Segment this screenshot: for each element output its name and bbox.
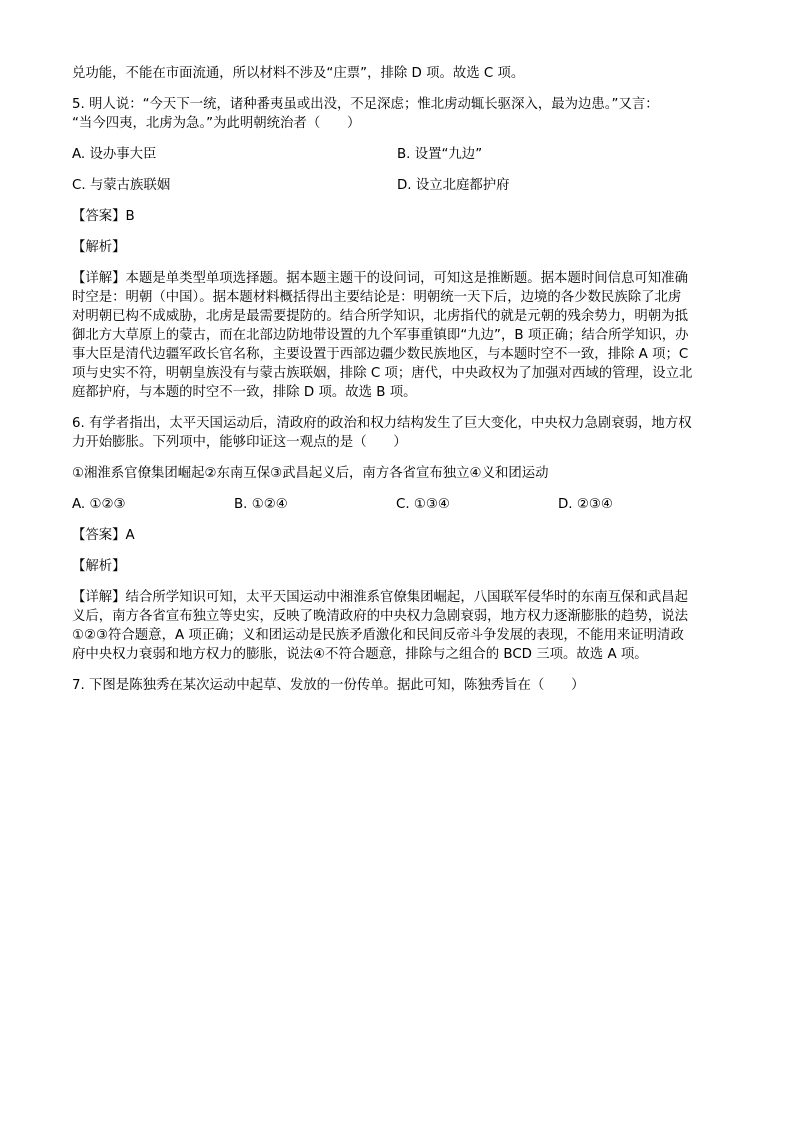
question-6-option-a: A. ①②③ bbox=[72, 497, 126, 512]
question-5-detail-line: 项与史实不符，明朝皇族没有与蒙古族联姻，排除 C 项；唐代，中央政权为了加强对西域的管理，设立北 bbox=[72, 366, 693, 381]
question-5-answer: 【答案】B bbox=[72, 209, 135, 224]
question-6-stem-line-1: 6. 有学者指出，太平天国运动后，清政府的政治和权力结构发生了巨大变化，中央权力急剧衰弱，地方权 bbox=[72, 416, 692, 431]
question-7 bbox=[72, 676, 722, 695]
question-6-answer: 【答案】A bbox=[72, 528, 135, 543]
question-5-analysis-label: 【解析】 bbox=[72, 240, 126, 255]
question-5-option-d: D. 设立北庭都护府 bbox=[397, 178, 510, 193]
question-5 bbox=[72, 95, 722, 402]
question-6 bbox=[72, 414, 722, 664]
question-5-stem-line-2: “当今四夷，北虏为急。”为此明朝统治者（ ） bbox=[72, 116, 361, 131]
question-6-items: ①湘淮系官僚集团崛起②东南互保③武昌起义后，南方各省宣布独立④义和团运动 bbox=[72, 466, 549, 481]
question-5-detail-line: 时空是：明朝（中国）。据本题材料概括得出主要结论是：明朝统一天下后，边境的各少数民族除了北虏 bbox=[72, 290, 682, 305]
question-6-detail-line: 义后，南方各省宣布独立等史实，反映了晚清政府的中央权力急剧衰弱，地方权力逐渐膨胀的趋势，说法 bbox=[72, 609, 688, 624]
question-6-detail-line: 府中央权力衰弱和地方权力的膨胀，说法④不符合题意，排除与之组合的 BCD 三项。故选 A 项。 bbox=[72, 647, 648, 662]
question-6-stem-line-2: 力开始膨胀。下列项中，能够印证这一观点的是（ ） bbox=[72, 435, 407, 450]
question-7-stem-line-1: 7. 下图是陈独秀在某次运动中起草、发放的一份传单。据此可知，陈独秀旨在（ ） bbox=[72, 678, 585, 693]
question-5-options-row-2 bbox=[72, 176, 722, 195]
question-6-analysis-label: 【解析】 bbox=[72, 559, 126, 574]
question-5-detail-line: 御北方大草原上的蒙古，而在北部边防地带设置的九个军事重镇即“九边”，B 项正确；结合所学知识，办 bbox=[72, 328, 689, 343]
question-5-option-c: C. 与蒙古族联姻 bbox=[72, 178, 171, 193]
question-5-option-a: A. 设办事大臣 bbox=[72, 147, 157, 162]
question-6-detail-line: ①②③符合题意，A 项正确；义和团运动是民族矛盾激化和民间反帝斗争发展的表现，不能用来证明清政 bbox=[72, 628, 684, 643]
question-6-detail bbox=[72, 588, 722, 664]
question-5-detail bbox=[72, 269, 722, 402]
question-5-options-row-1 bbox=[72, 145, 722, 164]
question-6-option-b: B. ①②④ bbox=[234, 497, 288, 512]
previous-answer-tail: 兑功能，不能在市面流通，所以材料不涉及“庄票”，排除 D 项。故选 C 项。 bbox=[72, 66, 525, 81]
question-6-detail-line: 【详解】结合所学知识可知，太平天国运动中湘淮系官僚集团崛起，八国联军侵华时的东南互保和武昌起 bbox=[72, 590, 688, 605]
question-5-detail-line: 【详解】本题是单类型单项选择题。据本题主题干的设问词，可知这是推断题。据本题时间信息可知准确 bbox=[72, 271, 688, 286]
question-5-detail-line: 庭都护府，与本题的时空不一致，排除 D 项。故选 B 项。 bbox=[72, 385, 417, 400]
question-5-detail-line: 对明朝已构不成威胁，北虏是最需要提防的。结合所学知识，北虏指代的就是元朝的残余势力，明朝为抵 bbox=[72, 309, 688, 324]
question-5-option-b: B. 设置“九边” bbox=[397, 147, 483, 162]
question-6-options bbox=[72, 495, 722, 514]
question-5-stem-line-1: 5. 明人说：“今天下一统，诸种番夷虽或出没，不足深虑；惟北虏动辄长驱深入，最为边患。”又言： bbox=[72, 97, 659, 112]
question-6-option-d: D. ②③④ bbox=[558, 497, 613, 512]
document-page bbox=[72, 64, 722, 695]
question-6-option-c: C. ①③④ bbox=[396, 497, 450, 512]
question-5-detail-line: 事大臣是清代边疆军政长官名称，主要设置于西部边疆少数民族地区，与本题时空不一致，排除 A 项；C bbox=[72, 347, 689, 362]
